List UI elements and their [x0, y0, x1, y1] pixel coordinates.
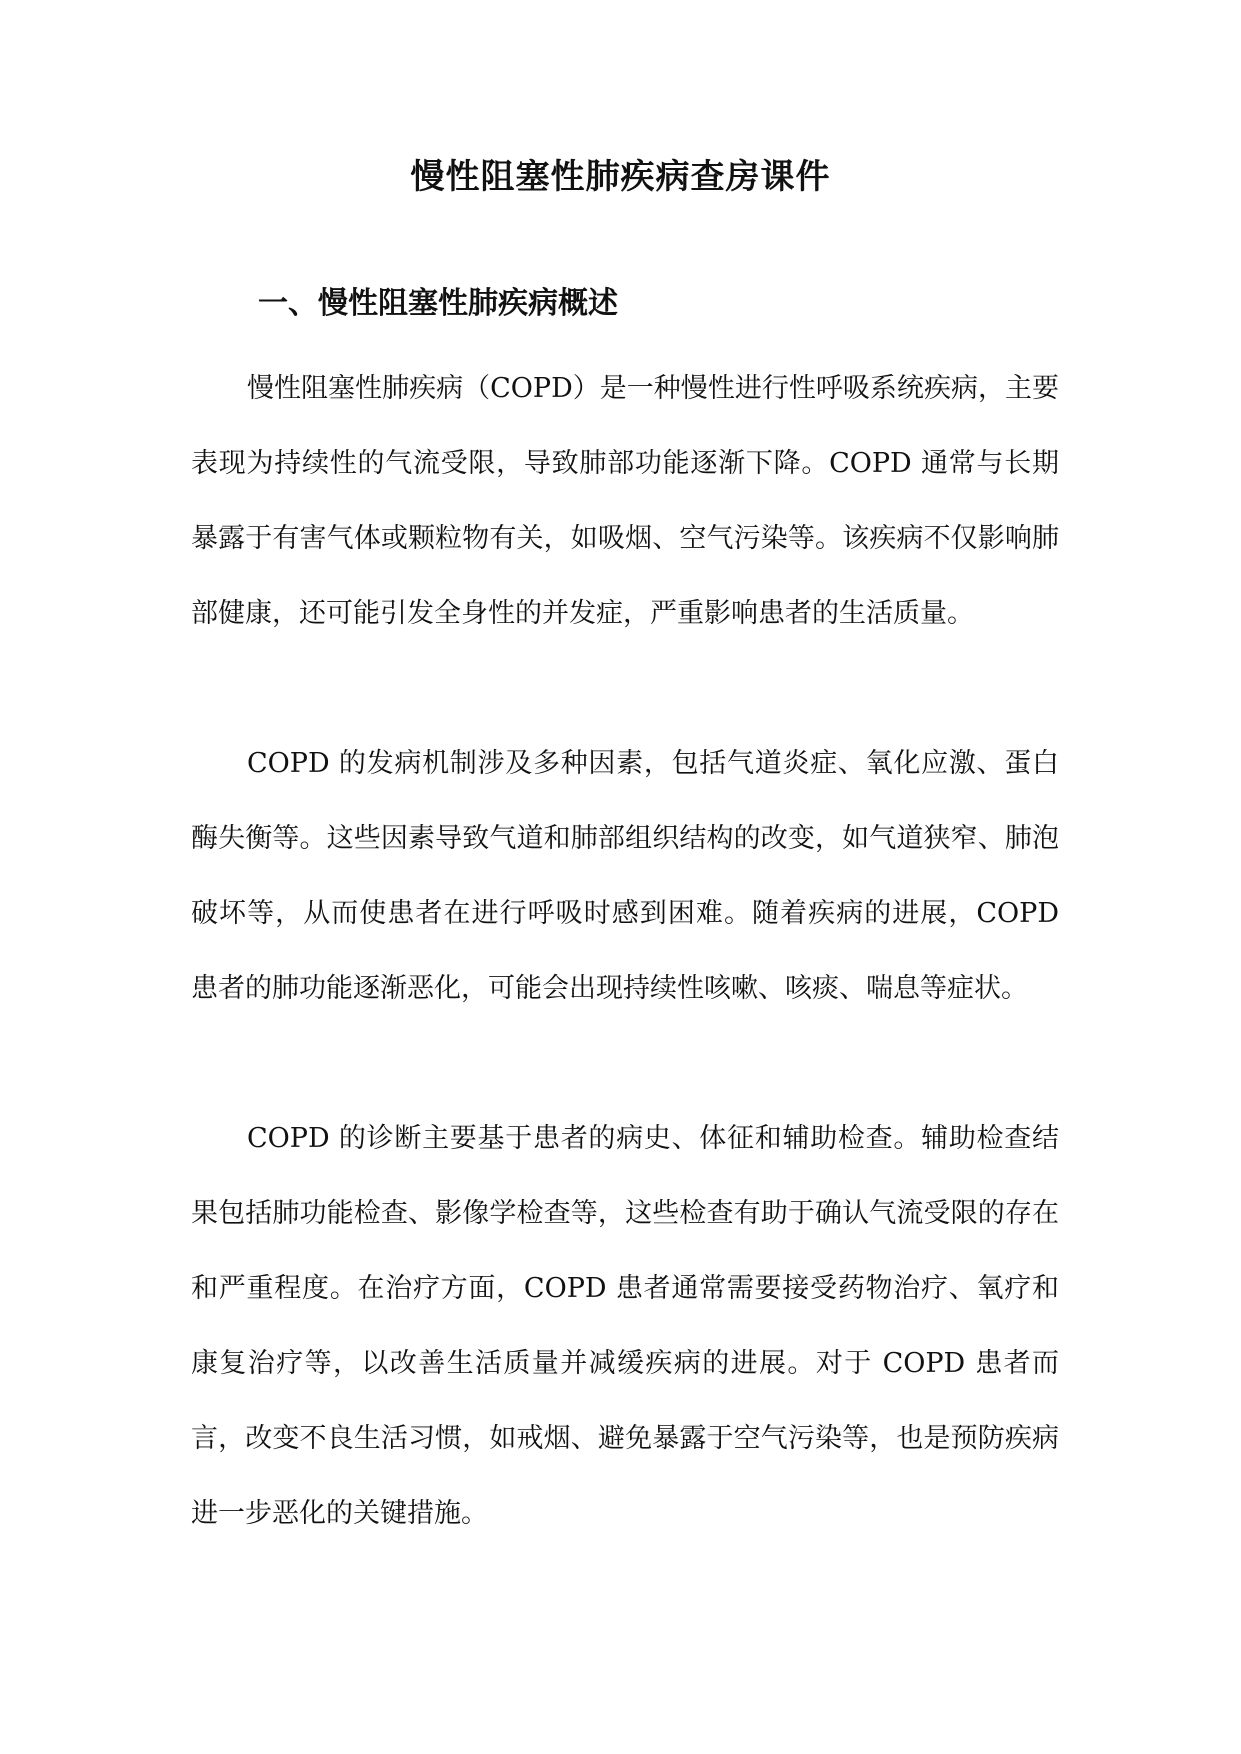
body-paragraph: COPD 的发病机制涉及多种因素，包括气道炎症、氧化应激、蛋白酶失衡等。这些因素导致气道和肺部组织结构的改变，如气道狭窄、肺泡破坏等，从而使患者在进行呼吸时感到困难。随着疾病的进展，COPD 患者的肺功能逐渐恶化，可能会出现持续性咳嗽、咳痰、喘息等症状。	[191, 748, 1059, 1004]
body-paragraph: COPD 的诊断主要基于患者的病史、体征和辅助检查。辅助检查结果包括肺功能检查、影像学检查等，这些检查有助于确认气流受限的存在和严重程度。在治疗方面，COPD 患者通常需要接受药物治疗、氧疗和康复治疗等，以改善生活质量并减缓疾病的进展。对于 COPD 患者而言，改变不良生活习惯，如戒烟、避免暴露于空气污染等，也是预防疾病进一步恶化的关键措施。	[191, 1123, 1059, 1529]
document-title: 慢性阻塞性肺疾病查房课件	[410, 157, 831, 197]
section-heading: 一、慢性阻塞性肺疾病概述	[258, 286, 618, 321]
body-paragraph: 慢性阻塞性肺疾病（COPD）是一种慢性进行性呼吸系统疾病，主要表现为持续性的气流受限，导致肺部功能逐渐下降。COPD 通常与长期暴露于有害气体或颗粒物有关，如吸烟、空气污染等。该疾病不仅影响肺部健康，还可能引发全身性的并发症，严重影响患者的生活质量。	[191, 373, 1059, 629]
